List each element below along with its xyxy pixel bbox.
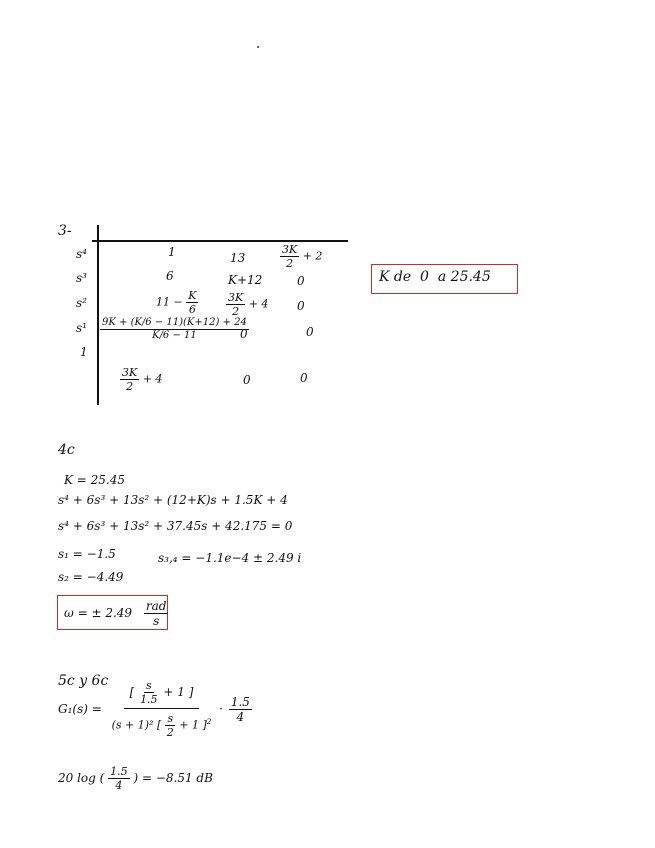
routh-cell: 0 — [306, 325, 314, 339]
stray-dot — [257, 46, 259, 48]
q4-answer-text: ω = ± 2.49 $\frac{\text{rad}}{s}$ — [64, 599, 167, 628]
routh-cell-fraction: $\frac{3K}{2}$ + 4 — [122, 366, 163, 393]
routh-cell-fraction: $\frac{3K}{2}$ + 2 — [282, 243, 323, 270]
routh-cell: 13 — [230, 251, 246, 265]
routh-cell: K+12 — [228, 273, 263, 287]
q3-answer-text: K de 0 a 25.45 — [379, 269, 491, 285]
routh-table-top-line — [92, 240, 348, 242]
routh-row-power: s² — [76, 296, 87, 310]
routh-row-power: s¹ — [76, 321, 87, 335]
routh-cell-fraction: $\frac{9K + (K/6 - 11)(K+12) + 24}{K/6 - 11}$ — [102, 317, 247, 341]
routh-cell-fraction: 11 − $\frac{K}{6}$ — [156, 289, 197, 316]
routh-cell: 0 — [297, 274, 305, 288]
routh-cell-fraction: $\frac{3K}{2}$ + 4 — [228, 291, 269, 318]
q4-k-value: K = 25.45 — [64, 473, 126, 487]
routh-cell: 6 — [166, 269, 174, 283]
q4-characteristic-equation: s⁴ + 6s³ + 13s² + (12+K)s + 1.5K + 4 — [58, 493, 288, 507]
routh-table-vertical-line — [97, 225, 99, 405]
routh-row-power: s³ — [76, 271, 87, 285]
routh-cell: 0 — [297, 299, 305, 313]
routh-cell: 0 — [240, 327, 248, 341]
q5-transfer-function: G₁(s) = [ $\frac{s}{1.5}$ + 1 ] (s + 1)² [ $\frac{s}{2}$ + 1 ]$^2$ · $\frac{1.5}{4}$ — [58, 679, 250, 739]
q4-substituted-equation: s⁴ + 6s³ + 13s² + 37.45s + 42.175 = 0 — [58, 519, 293, 533]
q4-root-s34: s₃,₄ = −1.1e−4 ± 2.49 i — [158, 551, 302, 565]
routh-row-power: 1 — [80, 345, 88, 359]
q4-label: 4c — [58, 442, 75, 458]
q3-label: 3- — [58, 223, 72, 239]
q4-root-s1: s₁ = −1.5 — [58, 547, 116, 561]
routh-cell: 1 — [168, 245, 176, 259]
q4-root-s2: s₂ = −4.49 — [58, 570, 124, 584]
routh-row-power: s⁴ — [76, 247, 87, 261]
q5-label: 5c y 6c — [58, 673, 109, 689]
routh-cell: 0 — [243, 373, 251, 387]
routh-cell: 0 — [300, 371, 308, 385]
q6-decibel-calc: 20 log ( $\frac{1.5}{4}$ ) = −8.51 dB — [58, 765, 213, 792]
